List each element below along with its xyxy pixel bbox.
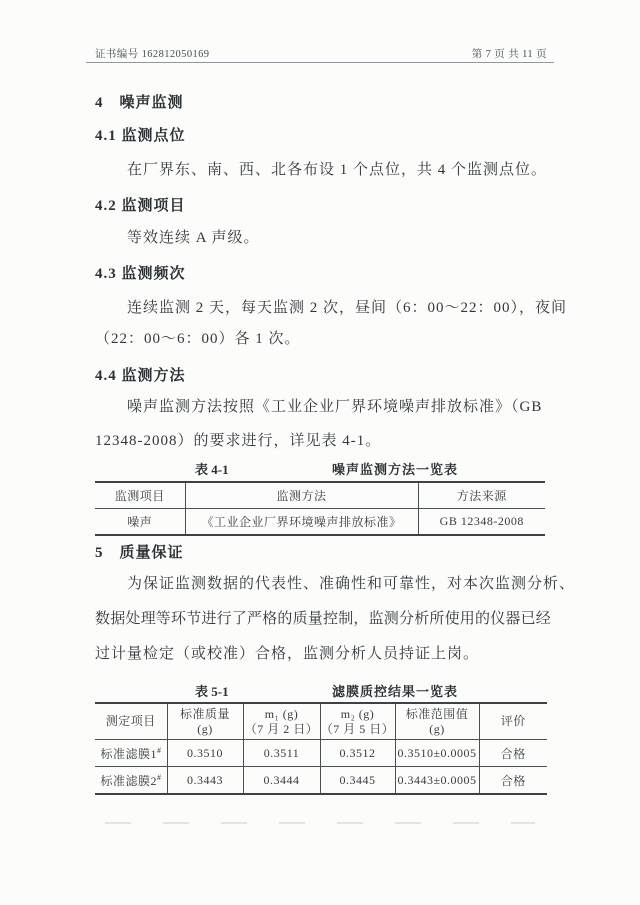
filter-number-superscript: #	[157, 745, 161, 755]
table-5-1-data-row-1	[95, 740, 547, 767]
scan-artifact	[105, 822, 535, 824]
table-5-1-r2-standard-mass: 0.3443	[167, 767, 243, 795]
table-4-1-caption-number: 表 4-1	[195, 462, 229, 477]
table-5-1-caption-number: 表 5-1	[195, 684, 229, 699]
section-4-3-paragraph-line2: （22：00～6：00）各 1 次。	[95, 331, 301, 347]
certificate-number: 证书编号 162812050169	[95, 49, 210, 60]
table-5-1	[95, 702, 547, 795]
table-5-1-r2-evaluation: 合格	[500, 773, 526, 788]
table-4-1-caption	[95, 459, 547, 475]
header-rule	[86, 62, 554, 63]
table-5-1-r1-evaluation: 合格	[479, 740, 547, 767]
page-header	[95, 46, 547, 61]
table-4-1-cell-source: GB 12348-2008	[439, 514, 524, 528]
table-5-1-r1-standard-mass: 0.3510	[167, 740, 243, 767]
section-4-4-paragraph-line2: 12348-2008）的要求进行，详见表 4-1。	[95, 433, 382, 449]
table-5-1-caption	[95, 681, 547, 697]
table-4-1-header-item: 监测项目	[95, 482, 185, 509]
table-4-1-caption-title: 噪声监测方法一览表	[332, 462, 459, 477]
section-4-4-paragraph-line1: 噪声监测方法按照《工业企业厂界环境噪声排放标准》（GB	[127, 399, 543, 415]
table-5-1-header-m1: m₁ (g) （7 月 2 日）	[243, 703, 320, 740]
table-4-1-data-row	[95, 509, 545, 536]
section-4-2-paragraph: 等效连续 A 声级。	[127, 230, 260, 246]
table-5-1-r2-m1: 0.3444	[243, 767, 320, 795]
section-4-1-heading: 4.1 监测点位	[95, 128, 186, 144]
table-5-1-r2-m2: 0.3445	[320, 767, 395, 795]
section-4-1-paragraph: 在厂界东、南、西、北各布设 1 个点位，共 4 个监测点位。	[127, 162, 548, 178]
section-5-paragraph-line3: 过计量检定（或校准）合格，监测分析人员持证上岗。	[95, 646, 480, 662]
table-5-1-r1-m2: 0.3512	[320, 740, 395, 767]
table-5-1-header-standard-mass: 标准质量 (g)	[167, 703, 243, 740]
section-5-paragraph-line1: 为保证监测数据的代表性、准确性和可靠性，对本次监测分析、	[127, 576, 576, 592]
section-5-paragraph-line2: 数据处理等环节进行了严格的质量控制，监测分析所使用的仪器已经	[95, 611, 552, 627]
table-5-1-header-evaluation: 评价	[479, 703, 547, 740]
section-4-3-paragraph-line1: 连续监测 2 天，每天监测 2 次，昼间（6：00～22：00），夜间	[127, 300, 568, 316]
table-4-1-header-method: 监测方法	[185, 482, 418, 509]
section-4-heading: 4 噪声监测	[95, 95, 184, 111]
table-5-1-data-row-2	[95, 767, 547, 795]
table-4-1-header-row	[95, 482, 545, 509]
table-5-1-r2-range: 0.3443±0.0005	[395, 767, 479, 795]
section-4-4-heading: 4.4 监测方法	[95, 368, 186, 384]
section-4-3-heading: 4.3 监测频次	[95, 266, 186, 282]
filter-number-superscript: #	[157, 772, 161, 782]
section-4-2-heading: 4.2 监测项目	[95, 198, 186, 214]
table-5-1-r1-range: 0.3510±0.0005	[395, 740, 479, 767]
table-4-1	[95, 481, 545, 536]
table-5-1-header-row	[95, 703, 547, 740]
table-5-1-r1-item: 标准滤膜1#	[95, 740, 167, 767]
table-5-1-header-range: 标准范围值 (g)	[395, 703, 479, 740]
page-number: 第 7 页 共 11 页	[471, 49, 547, 60]
table-4-1-header-source: 方法来源	[418, 482, 545, 509]
section-5-heading: 5 质量保证	[95, 545, 184, 561]
table-5-1-header-item: 测定项目	[95, 703, 167, 740]
table-5-1-r1-m1: 0.3511	[243, 740, 320, 767]
table-4-1-cell-item: 噪声	[95, 509, 185, 536]
table-5-1-r2-item: 标准滤膜2#	[95, 767, 167, 795]
table-4-1-cell-method: 《工业企业厂界环境噪声排放标准》	[185, 509, 418, 536]
table-5-1-header-m2: m₂ (g) （7 月 5 日）	[320, 703, 395, 740]
table-5-1-caption-title: 滤膜质控结果一览表	[332, 684, 459, 699]
